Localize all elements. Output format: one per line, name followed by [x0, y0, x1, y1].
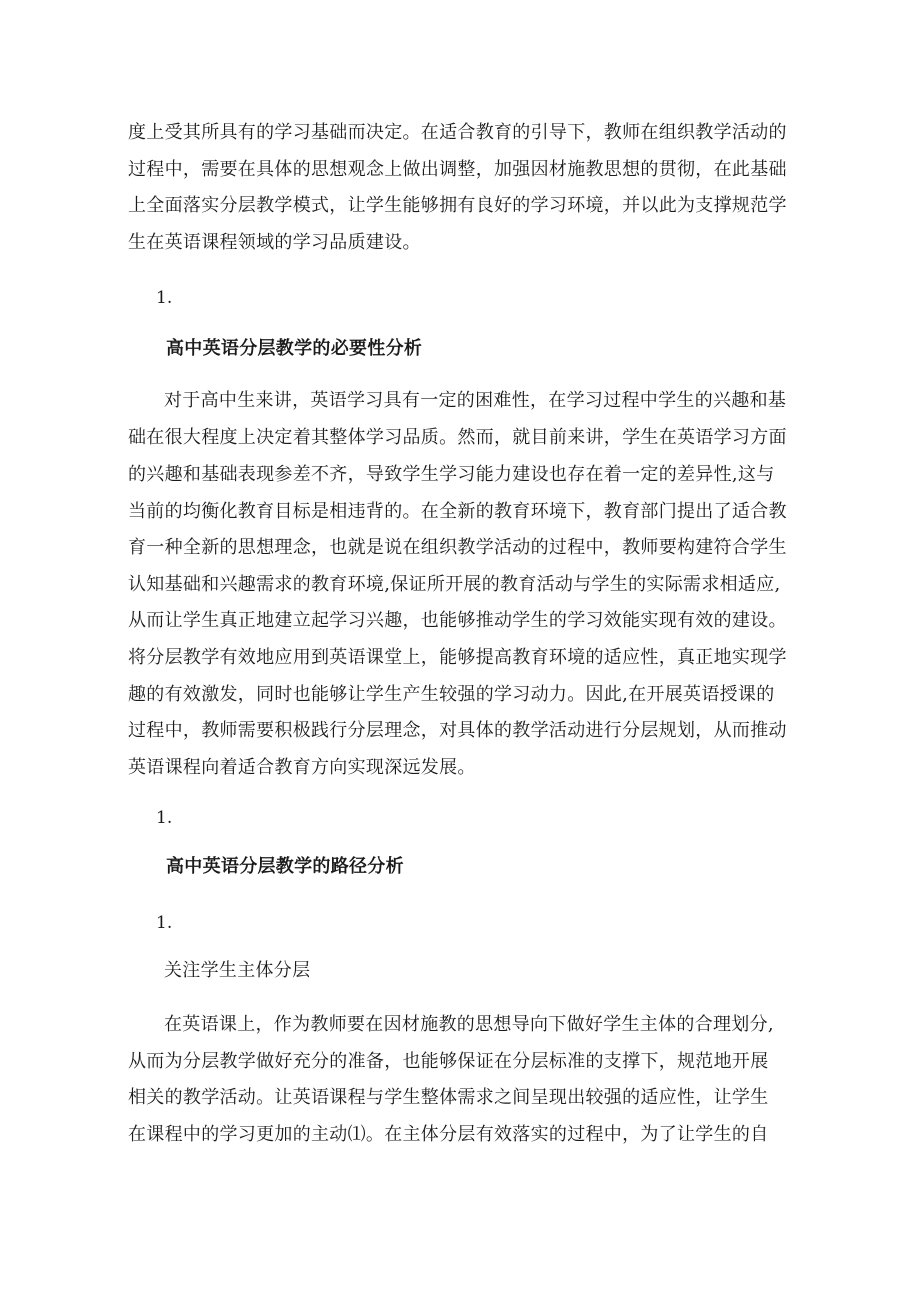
subsection-heading: 关注学生主体分层	[164, 960, 311, 981]
section-heading: 高中英语分层教学的必要性分析	[166, 338, 423, 359]
paragraph-line: 过程中，教师需要积极践行分层理念，对具体的教学活动进行分层规划，从而推动	[128, 720, 787, 741]
paragraph-line: 础在很大程度上决定着其整体学习品质。然而，就目前来讲，学生在英语学习方面	[128, 427, 787, 448]
section-number: 1.	[156, 808, 173, 828]
paragraph-line: 在课程中的学习更加的主动⑴。在主体分层有效落实的过程中，为了让学生的自	[128, 1124, 769, 1145]
paragraph-line: 对于高中生来讲，英语学习具有一定的困难性，在学习过程中学生的兴趣和基	[164, 390, 787, 411]
paragraph-line: 认知基础和兴趣需求的教育环境,保证所开展的教育活动与学生的实际需求相适应,	[128, 574, 781, 595]
paragraph-line: 从而为分层教学做好充分的准备，也能够保证在分层标准的支撑下，规范地开展	[128, 1051, 769, 1072]
paragraph-line: 趣的有效激发，同时也能够让学生产生较强的学习动力。因此,在开展英语授课的	[128, 684, 775, 705]
paragraph-line: 在英语课上，作为教师要在因材施教的思想导向下做好学生主体的合理划分,	[164, 1014, 774, 1035]
paragraph-line: 将分层教学有效地应用到英语课堂上，能够提高教育环境的适应性，真正地实现学	[128, 647, 787, 668]
paragraph-line: 从而让学生真正地建立起学习兴趣，也能够推动学生的学习效能实现有效的建设。	[128, 610, 787, 631]
section-heading: 高中英语分层教学的路径分析	[166, 856, 404, 877]
paragraph-line: 当前的均衡化教育目标是相违背的。在全新的教育环境下，教育部门提出了适合教	[128, 501, 787, 522]
paragraph-line: 的兴趣和基础表现参差不齐，导致学生学习能力建设也存在着一定的差异性,这与	[128, 464, 775, 485]
subsection-number: 1.	[156, 913, 173, 933]
paragraph-line: 过程中，需要在具体的思想观念上做出调整，加强因材施教思想的贯彻，在此基础	[128, 159, 787, 180]
paragraph-line: 相关的教学活动。让英语课程与学生整体需求之间呈现出较强的适应性，让学生	[128, 1087, 769, 1108]
paragraph-line: 度上受其所具有的学习基础而决定。在适合教育的引导下，教师在组织教学活动的	[128, 122, 787, 143]
paragraph-line: 上全面落实分层教学模式，让学生能够拥有良好的学习环境，并以此为支撑规范学	[128, 195, 787, 216]
paragraph-line: 英语课程向着适合教育方向实现深远发展。	[128, 757, 476, 778]
paragraph-line: 生在英语课程领域的学习品质建设。	[128, 232, 421, 253]
paragraph-line: 育一种全新的思想理念，也就是说在组织教学活动的过程中，教师要构建符合学生	[128, 537, 787, 558]
section-number: 1.	[156, 288, 173, 308]
